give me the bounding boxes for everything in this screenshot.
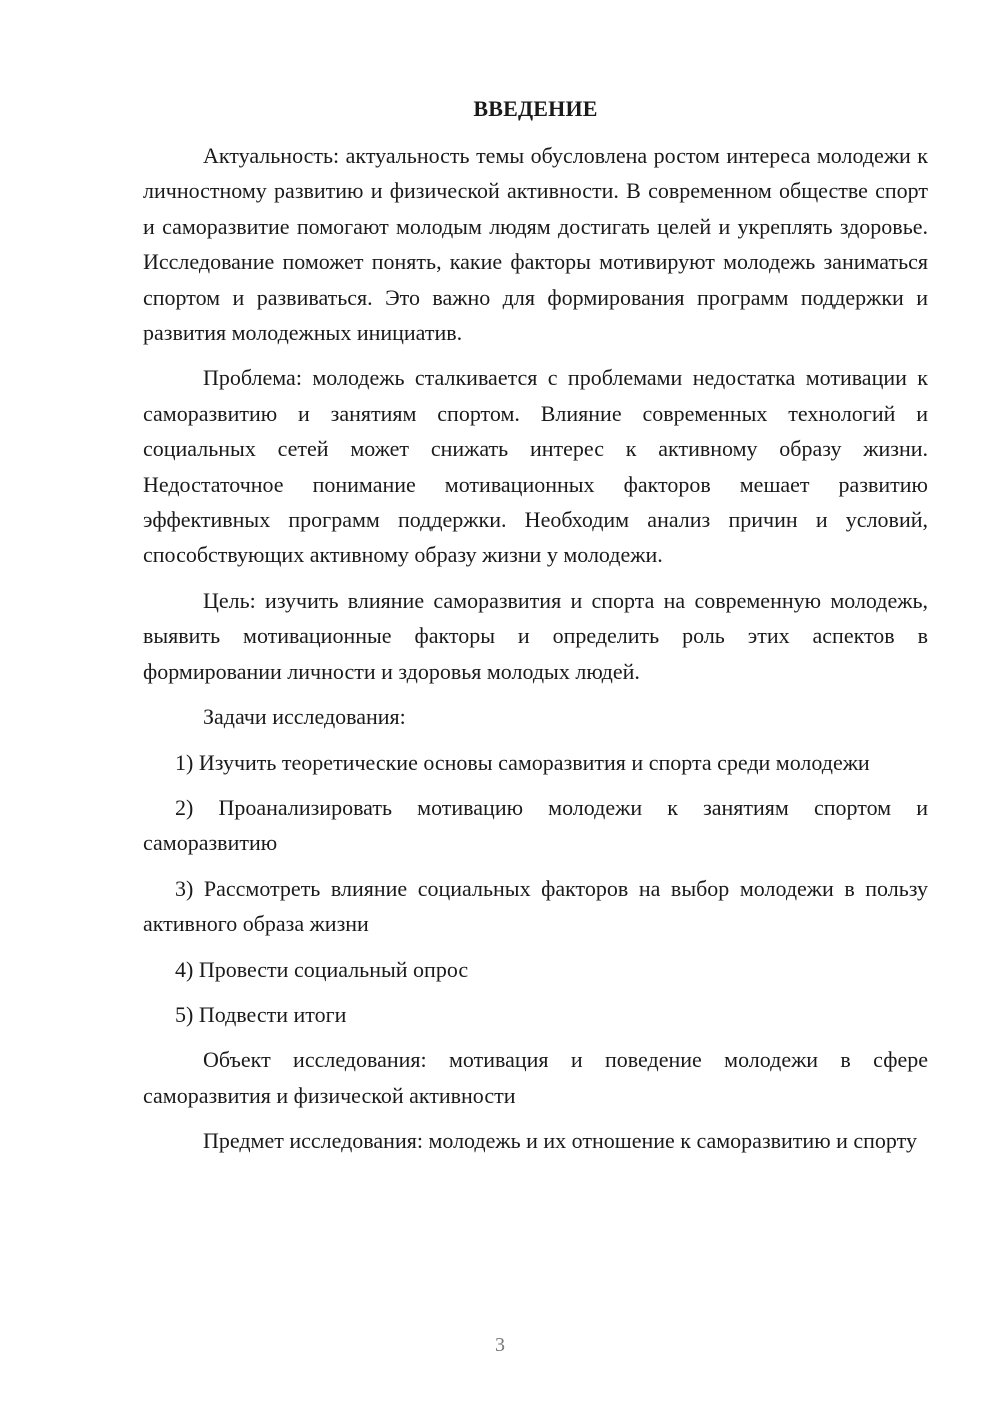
document-page — [143, 90, 928, 1169]
research-object-paragraph: Объект исследования: мотивация и поведение молодежи в сфере саморазвития и физической активности — [143, 1047, 928, 1108]
tasks-heading: Задачи исследования: — [203, 704, 406, 730]
problem-paragraph: Проблема: молодежь сталкивается с проблемами недостатка мотивации к саморазвитию и занятиям спортом. Влияние современных технологий и социальных сетей может снижать интерес к активному образу жизни. Недостаточное понимание мотивационных факторов мешает развитию эффективных программ поддержки. Необходим анализ причин и условий, способствующих активному образу жизни у молодежи. — [143, 365, 928, 568]
page-number: 3 — [495, 1334, 505, 1356]
task-item-5: 5) Подвести итоги — [175, 1001, 347, 1027]
task-item-3: 3) Рассмотреть влияние социальных факторов на выбор молодежи в пользу активного образа жизни — [143, 875, 928, 937]
page-title: ВВЕДЕНИЕ — [473, 96, 598, 121]
research-subject-paragraph: Предмет исследования: молодежь и их отношение к саморазвитию и спорту — [203, 1128, 917, 1154]
relevance-paragraph: Актуальность: актуальность темы обусловлена ростом интереса молодежи к личностному развитию и физической активности. В современном обществе спорт и саморазвитие помогают молодым людям достигать целей и укреплять здоровье. Исследование поможет понять, какие факторы мотивируют молодежь заниматься спортом и развиваться. Это важно для формирования программ поддержки и развития молодежных инициатив. — [143, 143, 928, 346]
task-item-4: 4) Провести социальный опрос — [175, 956, 469, 982]
goal-paragraph: Цель: изучить влияние саморазвития и спорта на современную молодежь, выявить мотивационные факторы и определить роль этих аспектов в формировании личности и здоровья молодых людей. — [143, 587, 928, 684]
task-item-2: 2) Проанализировать мотивацию молодежи к занятиям спортом и саморазвитию — [143, 794, 928, 856]
task-item-1: 1) Изучить теоретические основы саморазвития и спорта среди молодежи — [175, 749, 870, 775]
